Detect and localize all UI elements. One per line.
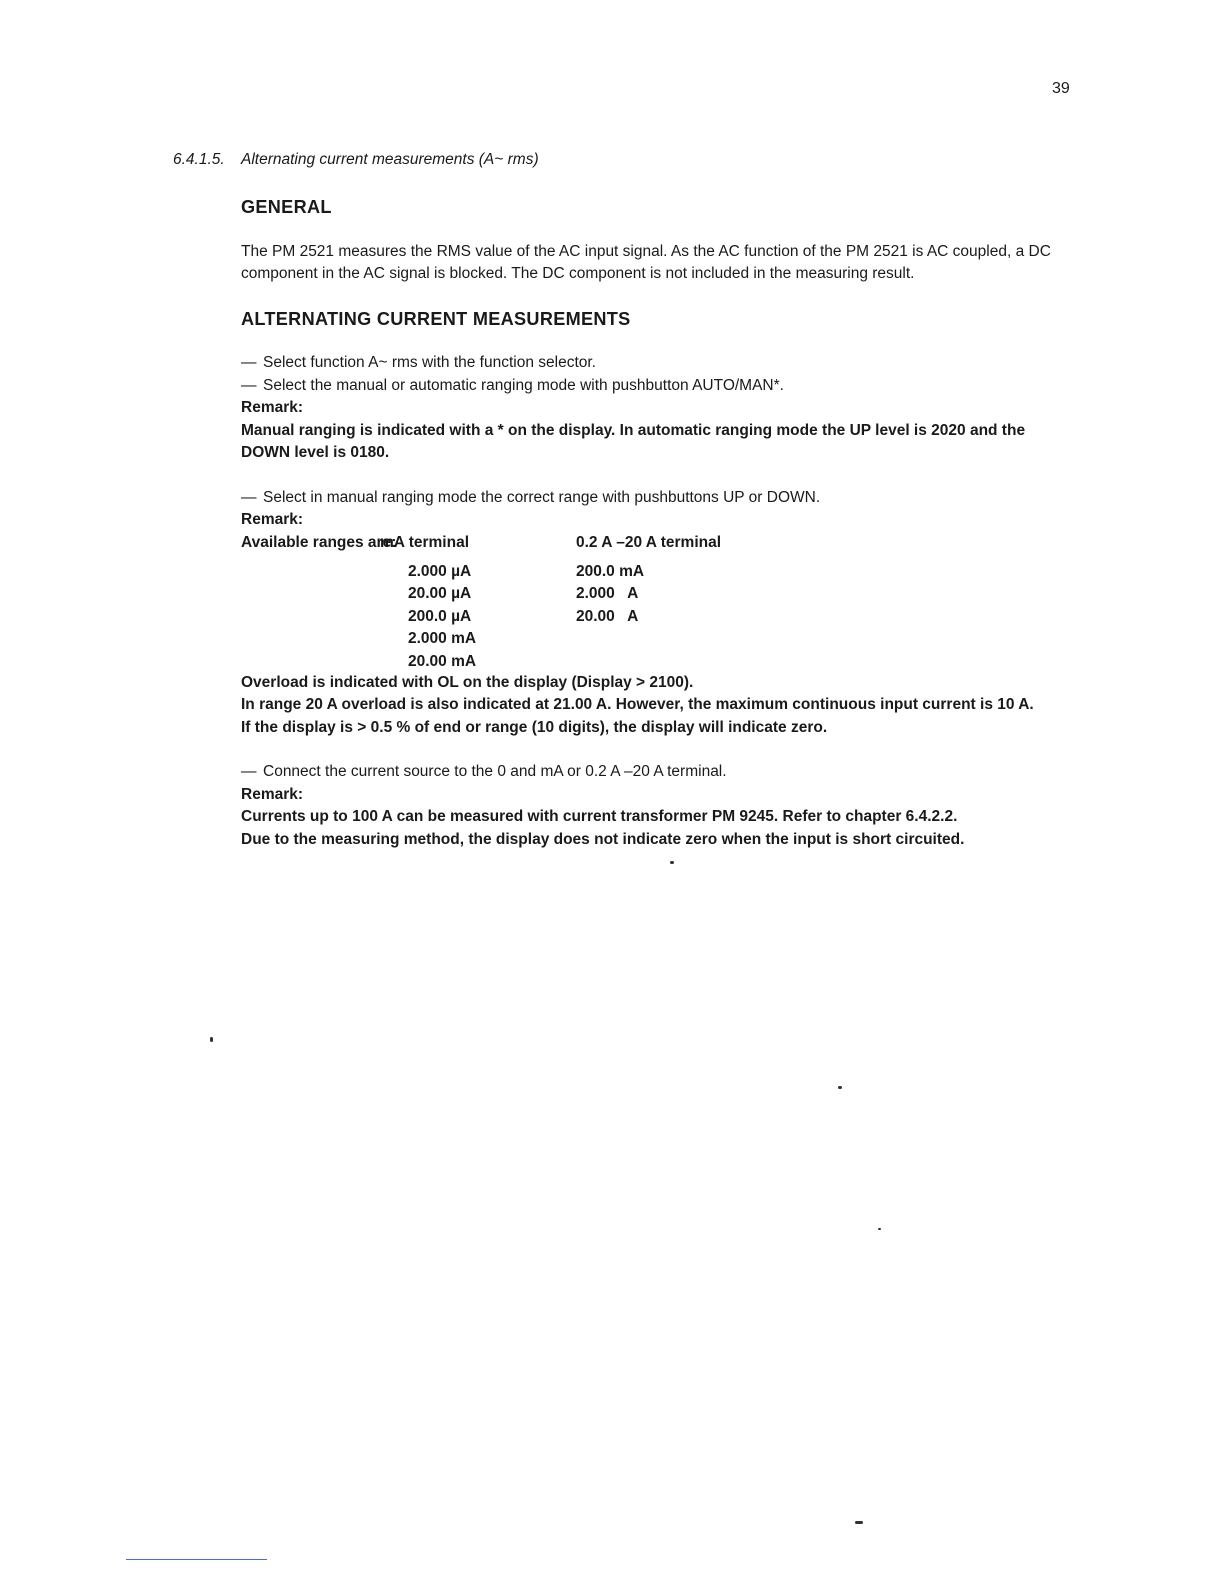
step-item: — Select the manual or automatic ranging mode with pushbutton AUTO/MAN*. bbox=[241, 375, 1071, 398]
range-value: 20.00 µA bbox=[408, 585, 472, 602]
step-list bbox=[241, 487, 1071, 510]
ma-ranges-column bbox=[408, 561, 476, 674]
range-value: 2.000 A bbox=[576, 585, 639, 602]
page-number: 39 bbox=[1052, 80, 1070, 97]
overload-note: In range 20 A overload is also indicated at 21.00 A. However, the maximum continuous input current is 10 A. bbox=[241, 696, 1034, 713]
range-value: 2.000 mA bbox=[408, 630, 477, 647]
remark-label: Remark: bbox=[241, 399, 304, 416]
section-number: 6.4.1.5. bbox=[173, 151, 225, 168]
step-item: — Select in manual ranging mode the correct range with pushbuttons UP or DOWN. bbox=[241, 487, 1071, 510]
scan-speck bbox=[670, 861, 674, 864]
scan-speck bbox=[855, 1521, 863, 1524]
section-heading bbox=[173, 151, 539, 169]
page-content bbox=[241, 196, 1071, 851]
ma-terminal-header: mA terminal bbox=[380, 533, 470, 551]
a-ranges-column bbox=[576, 561, 644, 629]
remark-label: Remark: bbox=[241, 511, 304, 528]
overload-note: Overload is indicated with OL on the display (Display > 2100). bbox=[241, 673, 694, 691]
remark-text: Manual ranging is indicated with a * on the display. In automatic ranging mode the UP level is 2020 and the DOWN level is 0180. bbox=[241, 421, 1026, 461]
overload-notes bbox=[241, 672, 1071, 740]
remark-text: Due to the measuring method, the display does not indicate zero when the input is short circuited. bbox=[241, 830, 965, 848]
ranges-table bbox=[241, 532, 1071, 672]
acm-heading: ALTERNATING CURRENT MEASUREMENTS bbox=[241, 308, 631, 329]
section-title: Alternating current measurements (A~ rms) bbox=[241, 151, 539, 168]
remark-ranging bbox=[241, 397, 1071, 465]
a-terminal-header: 0.2 A –20 A terminal bbox=[576, 533, 722, 551]
remark-transformer bbox=[241, 784, 1071, 852]
footer-rule bbox=[126, 1559, 267, 1560]
step-list bbox=[241, 352, 1071, 397]
step-item: — Select function A~ rms with the function selector. bbox=[241, 352, 1071, 375]
remark-ranges bbox=[241, 509, 1071, 739]
step-item: — Connect the current source to the 0 and mA or 0.2 A –20 A terminal. bbox=[241, 761, 1071, 784]
range-value: 20.00 A bbox=[576, 607, 639, 625]
scan-speck bbox=[878, 1228, 881, 1230]
general-heading: GENERAL bbox=[241, 197, 332, 217]
remark-label: Remark: bbox=[241, 785, 304, 803]
range-value: 200.0 µA bbox=[408, 607, 472, 625]
range-value: 2.000 µA bbox=[408, 562, 472, 580]
step-list bbox=[241, 761, 1071, 784]
remark-text: Currents up to 100 A can be measured with current transformer PM 9245. Refer to chapter 6.4.2.2. bbox=[241, 808, 958, 825]
ranges-label: Available ranges are: bbox=[241, 533, 397, 551]
range-value: 20.00 mA bbox=[408, 652, 477, 670]
general-paragraph: The PM 2521 measures the RMS value of the AC input signal. As the AC function of the PM 2521 is AC coupled, a DC component in the AC signal is blocked. The DC component is not included in the measuring result. bbox=[241, 242, 1051, 282]
overload-note: If the display is > 0.5 % of end or range (10 digits), the display will indicate zero. bbox=[241, 718, 828, 736]
range-value: 200.0 mA bbox=[576, 562, 645, 580]
scan-speck bbox=[210, 1037, 213, 1042]
scan-speck bbox=[838, 1086, 842, 1089]
